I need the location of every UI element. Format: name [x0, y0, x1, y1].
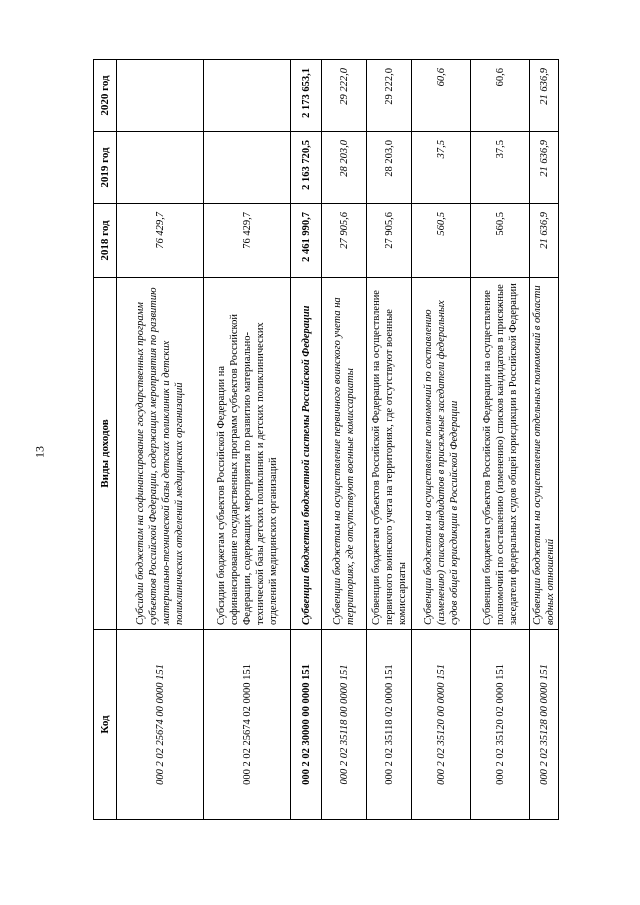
table-row	[204, 60, 291, 820]
row-2018: 2 461 990,7	[291, 204, 322, 278]
row-2020: 21 636,9	[530, 60, 559, 132]
row-code: 000 2 02 35118 00 0000 151	[322, 630, 367, 820]
row-code: 000 2 02 35128 00 0000 151	[530, 630, 559, 820]
row-2020: 29 222,0	[367, 60, 412, 132]
row-name: Субвенции бюджетам на осуществление первичного воинского учета на территориях, где отсутствуют военные комиссариаты	[322, 278, 367, 630]
row-2019: 37,5	[471, 132, 530, 204]
row-2019: 28 203,0	[322, 132, 367, 204]
header-2020: 2020 год	[94, 60, 117, 132]
row-2019: 37,5	[412, 132, 471, 204]
row-code: 000 2 02 35120 02 0000 151	[471, 630, 530, 820]
row-name: Субсидии бюджетам на софинансирование государственных программ субъектов Российской Федерации, содержащих мероприятия по развитию материально-технической базы детских поликлиник и детских поликлинических отделений медицинских организаций	[117, 278, 204, 630]
header-2019: 2019 год	[94, 132, 117, 204]
row-2020: 29 222,0	[322, 60, 367, 132]
row-2018: 560,5	[412, 204, 471, 278]
row-code: 000 2 02 25674 02 0000 151	[204, 630, 291, 820]
table-row	[412, 60, 471, 820]
income-table	[93, 59, 559, 820]
row-2019: 21 636,9	[530, 132, 559, 204]
row-2020	[117, 60, 204, 132]
row-2018: 560,5	[471, 204, 530, 278]
row-2018: 27 905,6	[322, 204, 367, 278]
header-code: Код	[94, 630, 117, 820]
row-code: 000 2 02 35120 00 0000 151	[412, 630, 471, 820]
row-2018: 76 429,7	[117, 204, 204, 278]
row-2018: 27 905,6	[367, 204, 412, 278]
row-name: Субвенции бюджетам бюджетной системы Российской Федерации	[291, 278, 322, 630]
row-name: Субвенции бюджетам субъектов Российской Федерации на осуществление полномочий по составлению (изменению) списков кандидатов в присяжные заседатели федеральных судов общей юрисдикции в Российской Федерации	[471, 278, 530, 630]
row-2019	[117, 132, 204, 204]
table-row	[367, 60, 412, 820]
row-2019	[204, 132, 291, 204]
row-2020: 60,6	[471, 60, 530, 132]
row-2020	[204, 60, 291, 132]
row-2018: 76 429,7	[204, 204, 291, 278]
row-2019: 2 163 720,5	[291, 132, 322, 204]
row-code: 000 2 02 25674 00 0000 151	[117, 630, 204, 820]
table-row	[471, 60, 530, 820]
header-name: Виды доходов	[94, 278, 117, 630]
row-name: Субвенции бюджетам субъектов Российской Федерации на осуществление первичного воинского учета на территориях, где отсутствуют военные комиссариаты	[367, 278, 412, 630]
header-2018: 2018 год	[94, 204, 117, 278]
table-row	[291, 60, 322, 820]
row-name: Субсидии бюджетам субъектов Российской Федерации на софинансирование государственных программ субъектов Российской Федерации, содержащих мероприятия по развитию материально-технической базы детских поликлиник и детских поликлинических отделений медицинских организаций	[204, 278, 291, 630]
rotated-table-container	[93, 60, 617, 820]
table-row	[530, 60, 559, 820]
row-2020: 60,6	[412, 60, 471, 132]
row-code: 000 2 02 35118 02 0000 151	[367, 630, 412, 820]
row-name: Субвенции бюджетам на осуществление отдельных полномочий в области водных отношений	[530, 278, 559, 630]
table-row	[322, 60, 367, 820]
table-header-row	[94, 60, 117, 820]
row-code: 000 2 02 30000 00 0000 151	[291, 630, 322, 820]
row-2020: 2 173 653,1	[291, 60, 322, 132]
page-number: 13	[32, 446, 47, 458]
row-2019: 28 203,0	[367, 132, 412, 204]
table-row	[117, 60, 204, 820]
row-name: Субвенции бюджетам на осуществление полномочий по составлению (изменению) списков кандидатов в присяжные заседатели федеральных судов общей юрисдикции в Российской Федерации	[412, 278, 471, 630]
row-2018: 21 636,9	[530, 204, 559, 278]
